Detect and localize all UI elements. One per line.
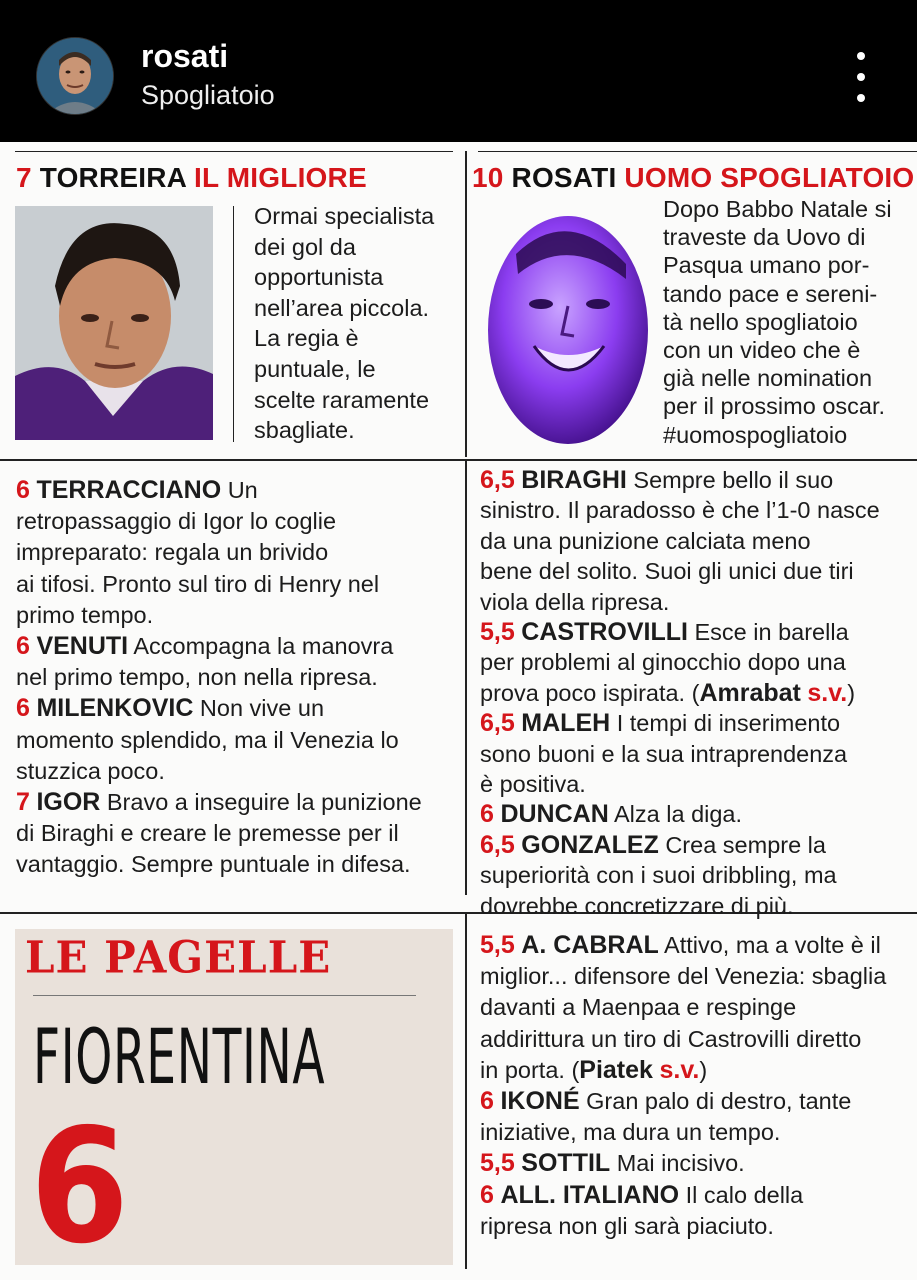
text-line: già nelle nomination [663, 365, 873, 392]
text-line: impreparato: regala un brivido [16, 539, 329, 566]
text-line: Sempre bello il suo [633, 467, 834, 493]
torreira-text [254, 201, 459, 446]
text-line: miglior... difensore del Venezia: sbaglia [480, 963, 887, 990]
text-line: nell’area piccola. [254, 294, 430, 321]
rating-entry [16, 693, 461, 724]
text-line: Dopo Babbo Natale si [663, 196, 892, 222]
text-line: La regia è [254, 325, 359, 352]
vote: 6 [16, 694, 30, 723]
text-line: primo tempo. [16, 601, 154, 628]
vote: 5,5 [480, 1149, 515, 1178]
text-line: con un video che è [663, 337, 861, 364]
text-line: di Biraghi e creare le premesse per il [16, 820, 399, 847]
rating-entry [16, 631, 461, 662]
person-avatar-icon [37, 38, 113, 114]
story-header [0, 0, 917, 142]
more-vertical-icon[interactable] [848, 52, 874, 102]
headline-tag: IL MIGLIORE [194, 162, 367, 193]
rating-entry [480, 708, 915, 738]
headline-rosati [472, 162, 914, 194]
rating-entry [480, 930, 915, 961]
text-line: Gran palo di destro, tante [586, 1088, 852, 1115]
text-line: per il prossimo oscar. [663, 393, 886, 420]
story-subtitle: Spogliatoio [141, 80, 275, 110]
text-line: Crea sempre la [665, 831, 826, 858]
player-name: GONZALEZ [521, 830, 659, 859]
rating-entry [480, 1180, 915, 1211]
player-name: CASTROVILLI [521, 618, 688, 647]
rating-entry [480, 1148, 915, 1179]
vote: 5,5 [480, 931, 515, 959]
vote: 6 [480, 1087, 494, 1116]
player-name: VENUTI [36, 632, 129, 661]
substitute-vote: s.v. [807, 678, 848, 707]
text-line: dei gol da [254, 233, 356, 260]
rosati-text [663, 195, 913, 449]
text-line: retropassaggio di Igor lo coglie [16, 508, 337, 535]
ratings-column-right [480, 465, 915, 921]
rating-entry [480, 1086, 915, 1117]
divider [33, 995, 416, 996]
text-line [480, 678, 915, 708]
player-photo [15, 206, 213, 440]
text-line: sono buoni e la sua intraprendenza [480, 740, 848, 767]
text-line: tando pace e sereni- [663, 280, 878, 307]
text-line: Bravo a inseguire la punizione [106, 789, 422, 816]
vote: 10 [472, 162, 504, 193]
vote: 6 [16, 476, 30, 504]
divider [465, 151, 467, 457]
vote: 6,5 [480, 466, 515, 494]
vote: 6 [16, 632, 30, 661]
team-vote: 6 [30, 1095, 129, 1279]
text-line: opportunista [254, 264, 384, 291]
rating-entry [480, 799, 915, 829]
vote: 6 [480, 800, 494, 829]
substitute-name: Amrabat [699, 678, 801, 707]
vote: 5,5 [480, 618, 515, 647]
player-name: MILENKOVIC [36, 694, 194, 723]
text-line: nel primo tempo, non nella ripresa. [16, 664, 378, 691]
text-line: tà nello spogliatoio [663, 308, 858, 335]
divider [15, 151, 453, 152]
text-line: iniziative, ma dura un tempo. [480, 1119, 781, 1146]
ratings-column-left [16, 475, 461, 881]
text-line: in porta. ( [480, 1056, 580, 1083]
player-name: IKONÉ [500, 1087, 580, 1116]
text-line: Mai incisivo. [616, 1150, 745, 1177]
substitute-name: Piatek [579, 1055, 653, 1084]
player-name: A. CABRAL [521, 931, 659, 959]
vote: 7 [16, 162, 32, 193]
text-line: addirittura un tiro di Castrovilli diretto [480, 1025, 862, 1052]
vote: 6 [480, 1180, 494, 1209]
rating-entry [480, 465, 915, 495]
text-line: ripresa non gli sarà piaciuto. [480, 1212, 774, 1239]
text-line: ai tifosi. Pronto sul tiro di Henry nel [16, 570, 380, 597]
ratings-column-bottom-right [480, 930, 915, 1242]
divider [465, 914, 467, 1269]
profile-avatar[interactable] [36, 37, 114, 115]
text-line: Ormai specialista [254, 203, 435, 229]
text-line: I tempi di inserimento [616, 710, 841, 737]
text-line [480, 1055, 915, 1086]
text-line: Un [227, 477, 258, 503]
player-name: TORREIRA [39, 162, 187, 193]
substitute-vote: s.v. [659, 1055, 700, 1084]
text-line: per problemi al ginocchio dopo una [480, 649, 846, 676]
player-name: ROSATI [511, 162, 617, 193]
vote: 6,5 [480, 709, 515, 738]
easter-egg-photo [486, 194, 650, 446]
divider [465, 461, 467, 895]
divider [233, 206, 234, 442]
text-line: prova poco ispirata. ( [480, 679, 700, 706]
text-line: #uomospogliatoio [663, 421, 848, 448]
rating-entry [480, 617, 915, 647]
player-name: SOTTIL [521, 1149, 611, 1178]
player-name: ALL. ITALIANO [500, 1180, 680, 1209]
text-line: ) [699, 1056, 708, 1083]
vote: 6,5 [480, 830, 515, 859]
vote: 7 [16, 788, 30, 817]
easter-egg-image [486, 194, 650, 446]
text-line: Pasqua umano por- [663, 252, 870, 279]
headline-torreira [16, 162, 367, 194]
text-line: dovrebbe concretizzare di più. [480, 892, 794, 919]
rating-entry [480, 830, 915, 860]
text-line: da una punizione calciata meno [480, 527, 811, 554]
text-line: sbagliate. [254, 417, 355, 444]
text-line: vantaggio. Sempre puntuale in difesa. [16, 851, 411, 878]
player-name: TERRACCIANO [36, 476, 222, 504]
player-name: MALEH [521, 709, 611, 738]
text-line: superiorità con i suoi dribbling, ma [480, 862, 837, 889]
text-line: stuzzica poco. [16, 757, 165, 784]
headline-tag: UOMO SPOGLIATOIO [624, 162, 915, 193]
section-kicker: LE PAGELLE [25, 931, 332, 984]
divider [478, 151, 917, 152]
text-line: momento splendido, ma il Venezia lo [16, 726, 399, 753]
rating-entry [16, 787, 461, 818]
text-line: Esce in barella [694, 619, 849, 646]
text-line: Accompagna la manovra [133, 633, 394, 660]
player-photo-image [15, 206, 213, 440]
player-name: IGOR [36, 788, 101, 817]
text-line: puntuale, le [254, 355, 376, 382]
text-line: Il calo della [685, 1181, 804, 1208]
text-line: Non vive un [199, 695, 325, 722]
divider [0, 459, 917, 461]
text-line: viola della ripresa. [480, 588, 670, 615]
text-line: davanti a Maenpaa e respinge [480, 994, 797, 1021]
rating-entry [16, 475, 461, 506]
account-username[interactable]: rosati [141, 38, 229, 74]
player-name: BIRAGHI [521, 466, 627, 494]
player-name: DUNCAN [500, 800, 609, 829]
text-line: scelte raramente [254, 386, 430, 413]
text-line: Alza la diga. [614, 801, 743, 828]
text-line: bene del solito. Suoi gli unici due tiri [480, 558, 854, 585]
team-name: FIORENTINA [33, 1012, 326, 1101]
text-line: sinistro. Il paradosso è che l’1-0 nasce [480, 497, 880, 524]
text-line: è positiva. [480, 771, 586, 798]
text-line: Attivo, ma a volte è il [664, 932, 881, 958]
text-line: traveste da Uovo di [663, 224, 866, 251]
text-line: ) [847, 679, 856, 706]
